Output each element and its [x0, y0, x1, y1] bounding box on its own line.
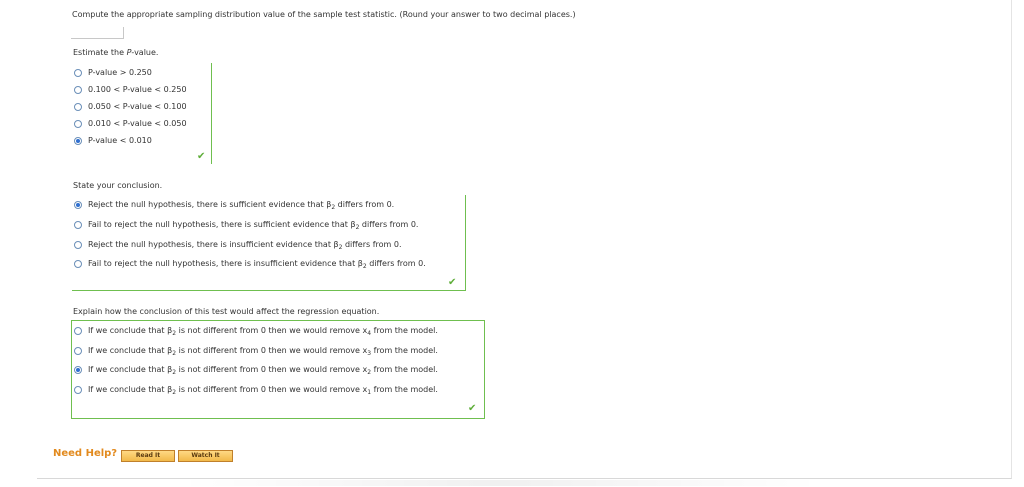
q2-check-icon: ✔	[197, 151, 206, 162]
q4-correct-box	[71, 320, 485, 419]
regression-option-label-2[interactable]: If we conclude that $\beta_2$ is not different from 0 then we would remove $x_2$ from the model.	[88, 365, 438, 376]
pvalue-radio-0[interactable]	[74, 69, 82, 77]
read-it-button[interactable]: Read It	[121, 450, 175, 462]
conclusion-option-label-0[interactable]: Reject the null hypothesis, there is sufficient evidence that $\beta_2$ differs from 0.	[88, 200, 395, 211]
conclusion-radio-0[interactable]	[74, 201, 82, 209]
card-shadow	[180, 480, 820, 486]
conclusion-radio-1[interactable]	[74, 221, 82, 229]
test-statistic-input[interactable]	[71, 27, 124, 39]
q1-prompt: Compute the appropriate sampling distribution value of the sample test statistic. (Round your answer to two decimal places.)	[72, 10, 576, 19]
conclusion-option-label-1[interactable]: Fail to reject the null hypothesis, there is sufficient evidence that $\beta_2$ differs from 0.	[88, 220, 419, 231]
q4-check-icon: ✔	[468, 403, 477, 414]
conclusion-radio-3[interactable]	[74, 260, 82, 268]
q2-correct-border	[211, 63, 212, 164]
pvalue-radio-1[interactable]	[74, 86, 82, 94]
pvalue-option-label-0[interactable]: P-value > 0.250	[88, 68, 152, 77]
q3-check-icon: ✔	[448, 277, 457, 288]
conclusion-option-label-2[interactable]: Reject the null hypothesis, there is insufficient evidence that $\beta_2$ differs from 0.	[88, 240, 402, 251]
q3-correct-border-bottom	[72, 290, 466, 291]
pvalue-option-label-1[interactable]: 0.100 < P-value < 0.250	[88, 85, 187, 94]
watch-it-button[interactable]: Watch It	[178, 450, 233, 462]
q2-prompt: Estimate the P-value.	[73, 48, 159, 57]
regression-option-label-3[interactable]: If we conclude that $\beta_2$ is not different from 0 then we would remove $x_1$ from the model.	[88, 385, 438, 396]
need-help-label: Need Help?	[53, 448, 118, 459]
pvalue-option-label-2[interactable]: 0.050 < P-value < 0.100	[88, 102, 187, 111]
pvalue-radio-2[interactable]	[74, 103, 82, 111]
pvalue-option-label-3[interactable]: 0.010 < P-value < 0.050	[88, 119, 187, 128]
regression-option-label-1[interactable]: If we conclude that $\beta_2$ is not different from 0 then we would remove $x_3$ from the model.	[88, 346, 438, 357]
q3-correct-border-right	[465, 195, 466, 291]
conclusion-radio-2[interactable]	[74, 241, 82, 249]
regression-option-label-0[interactable]: If we conclude that $\beta_2$ is not different from 0 then we would remove $x_4$ from the model.	[88, 326, 438, 337]
q3-prompt: State your conclusion.	[73, 181, 163, 190]
conclusion-option-label-3[interactable]: Fail to reject the null hypothesis, there is insufficient evidence that $\beta_2$ differs from 0.	[88, 259, 426, 270]
q4-prompt: Explain how the conclusion of this test would affect the regression equation.	[73, 307, 380, 316]
pvalue-radio-4[interactable]	[74, 137, 82, 145]
pvalue-radio-3[interactable]	[74, 120, 82, 128]
pvalue-option-label-4[interactable]: P-value < 0.010	[88, 136, 152, 145]
